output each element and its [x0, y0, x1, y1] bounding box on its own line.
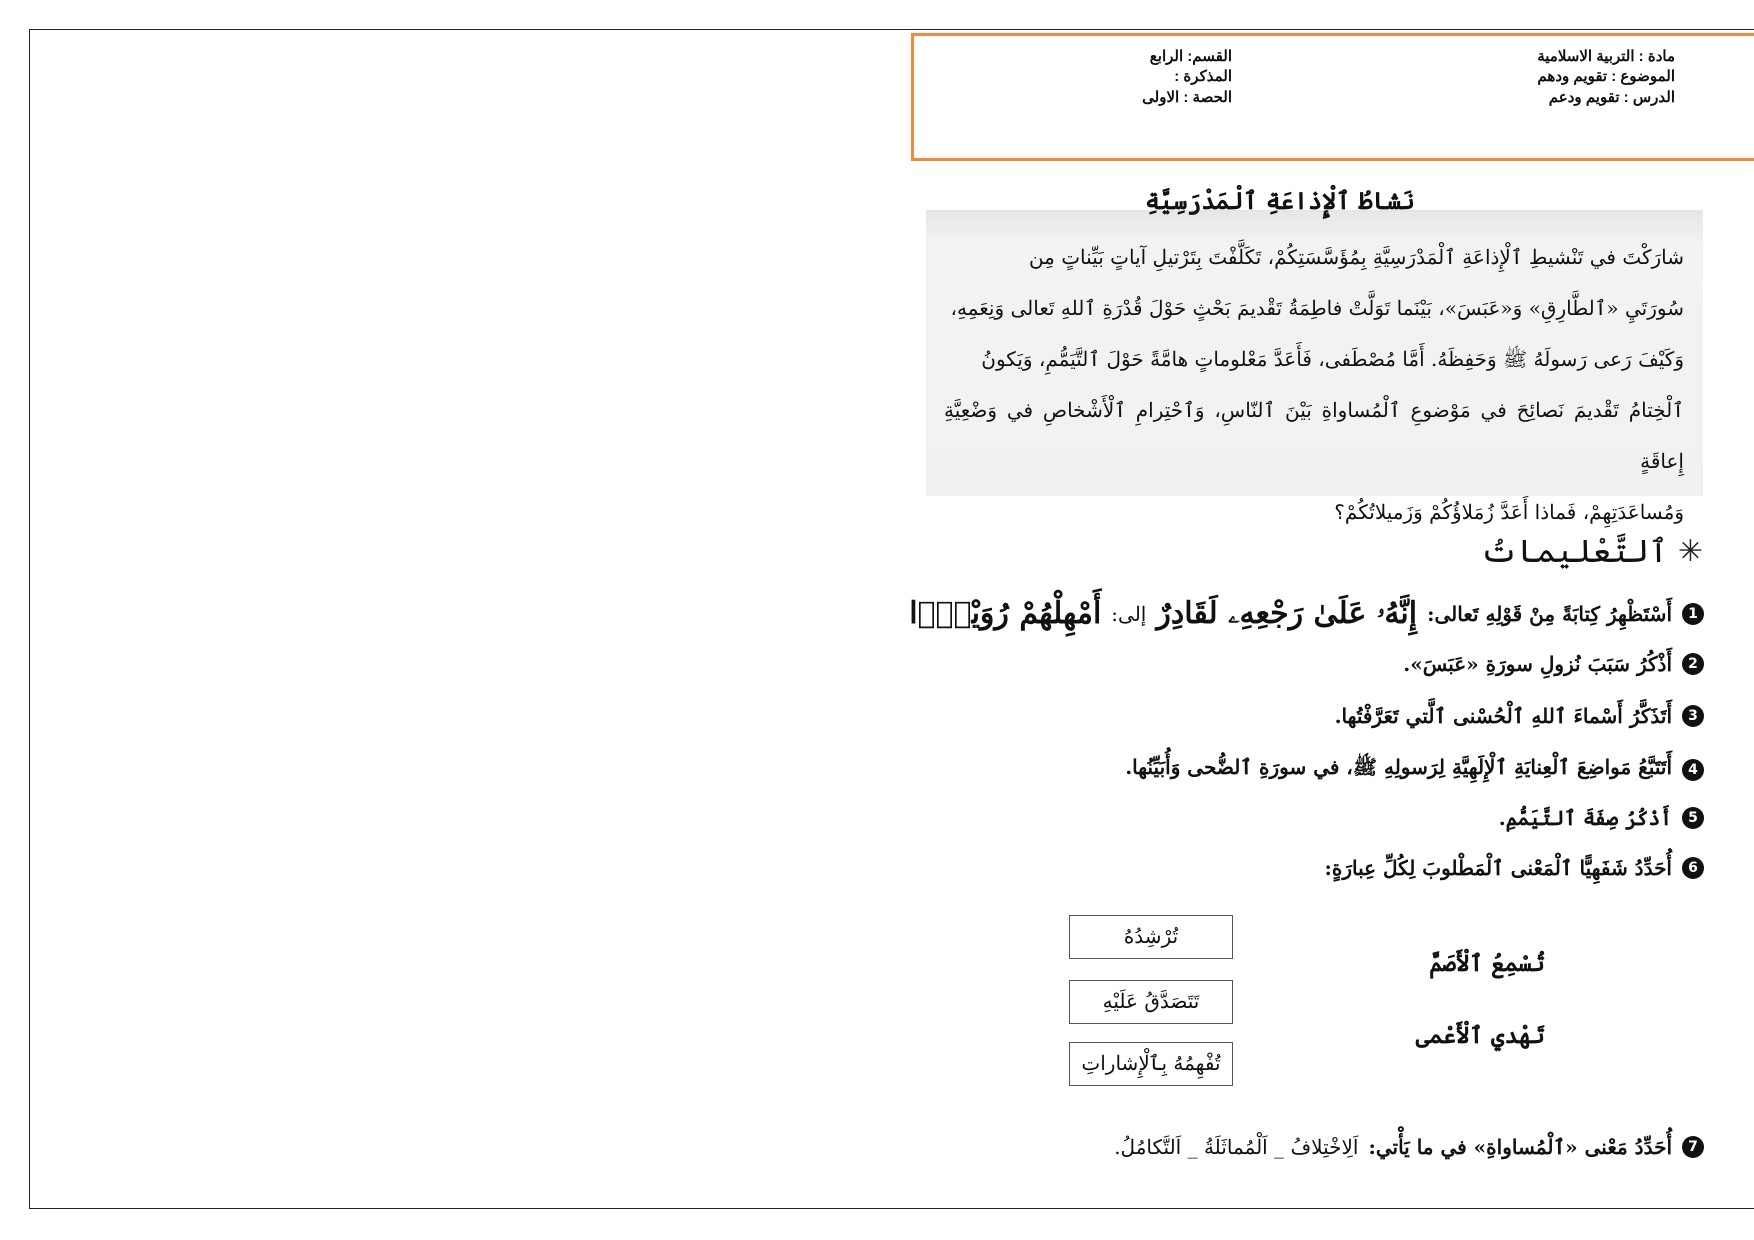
question-text: أَسْتَظْهِرُ كِتابَةً مِنْ قَوْلِهِ تَعالى: [1427, 601, 1672, 626]
question-2 [1403, 652, 1704, 676]
activity-line: وَكَيْفَ رَعى رَسولَهُ ﷺ وَحَفِظَهُ. أَمَّا مُصْطَفى، فَأَعَدَّ مَعْلوماتٍ هامَّةً حَوْلَ ٱلتَّيَمُّمِ، وَيَكونُ [981, 347, 1684, 371]
to-label: إلى: [1111, 601, 1147, 626]
answer-option-box: تُرْشِدُهُ [1069, 915, 1233, 959]
question-text: أَذْكُرُ صِفَةَ ٱلتَّيَمُّمِ. [1498, 806, 1672, 830]
question-4 [1125, 755, 1704, 784]
number-badge: 1 [1682, 603, 1704, 625]
instructions-heading [1480, 532, 1703, 570]
question-7 [1114, 1135, 1704, 1159]
number-badge: 6 [1682, 857, 1704, 879]
verse-end: أَمْهِلْهُمْ رُوَيْدًۢا [909, 596, 1102, 631]
header-lesson: الدرس : تقويم ودعم [1548, 89, 1675, 106]
question-text: أُحَدِّدُ مَعْنى «ٱلْمُساواةِ» في ما يَأْتي: [1368, 1135, 1672, 1159]
question-5 [1499, 806, 1704, 830]
header-session: الحصة : الاولى [1142, 89, 1232, 106]
number-badge: 2 [1682, 653, 1704, 675]
question-1 [909, 596, 1704, 631]
activity-line: وَمُساعَدَتِهِمْ، فَماذا أَعَدَّ زُمَلاؤُكُمْ وَزَميلاتُكُمْ؟ [1334, 500, 1684, 524]
number-badge: 7 [1682, 1136, 1704, 1158]
question-3 [1335, 704, 1704, 728]
activity-line: شارَكْتَ في تَنْشيطِ ٱلْإِذاعَةِ ٱلْمَدْرَسِيَّةِ بِمُؤَسَّسَتِكُمْ، تَكَلَّفْتَ بِتَرْتيلِ آياتٍ بَيِّناتٍ مِن [1028, 245, 1684, 269]
header-memo: المذكرة : [1174, 68, 1232, 85]
verse-start: إِنَّهُۥ عَلَىٰ رَجْعِهِۦ لَقَادِرٌ [1156, 596, 1418, 631]
number-badge: 5 [1682, 807, 1704, 829]
instructions-title: ٱلتَّعْليماتُ [1480, 532, 1668, 570]
lesson-header [911, 33, 1754, 161]
answer-option-box: تُفْهِمُهُ بِٱلْإِشاراتِ [1069, 1042, 1233, 1086]
answer-options: اَلِاخْتِلافُ _ اَلْمُماثَلَةُ _ اَلتَّكامُلُ. [1114, 1135, 1359, 1159]
activity-title: نَشاطُ ٱلْإِذاعَةِ ٱلْمَدْرَسِيَّةِ [1145, 186, 1415, 215]
question-text: أَتَتَبَّعُ مَواضِعَ ٱلْعِنايَةِ ٱلْإِلَهِيَّةِ لِرَسولِهِ ﷺ، في سورَةِ ٱلضُّحى وَأُبَيِّنُها. [1125, 755, 1672, 779]
matching-phrase: تَهْدي ٱلْأَعْمى [1415, 1022, 1545, 1049]
activity-line: سُورَتَيِ «ٱلطَّارِقِ» وَ«عَبَسَ»، بَيْنَما تَوَلَّتْ فاطِمَةُ تَقْديمَ بَحْثٍ حَوْلَ قُدْرَةِ ٱللهِ تَعالى وَنِعَمِهِ، [950, 296, 1684, 320]
header-topic: الموضوع : تقويم ودهم [1537, 68, 1675, 85]
activity-line: ٱلْخِتامُ تَقْديمَ نَصائِحَ في مَوْضوعِ ٱلْمُساواةِ بَيْنَ ٱلنّاسِ، وَٱحْتِرامِ ٱلْأَشْخاصِ في وَضْعِيَّةِ إِعاقَةٍ [944, 398, 1684, 473]
header-grade: القسم: الرابع [1149, 48, 1232, 65]
activity-paragraph [944, 232, 1684, 538]
header-subject: مادة : التربية الاسلامية [1537, 48, 1675, 65]
number-badge: 4 [1682, 759, 1704, 781]
asterisk-icon: ✳ [1677, 533, 1703, 569]
question-text: أَذْكُرُ سَبَبَ نُزولِ سورَةِ «عَبَسَ». [1403, 652, 1672, 676]
question-text: أُحَدِّدُ شَفَهِيًّا ٱلْمَعْنى ٱلْمَطْلوبَ لِكُلِّ عِبارَةٍ: [1324, 856, 1672, 880]
number-badge: 3 [1682, 705, 1704, 727]
matching-phrase: تُسْمِعُ ٱلْأَصَمَّ [1429, 950, 1545, 977]
question-text: أَتَذَكَّرُ أَسْماءَ ٱللهِ ٱلْحُسْنى ٱلَّتي تَعَرَّفْتُها. [1334, 704, 1672, 728]
answer-option-box: تَتَصَدَّقُ عَلَيْهِ [1069, 980, 1233, 1024]
question-6 [1324, 856, 1704, 880]
